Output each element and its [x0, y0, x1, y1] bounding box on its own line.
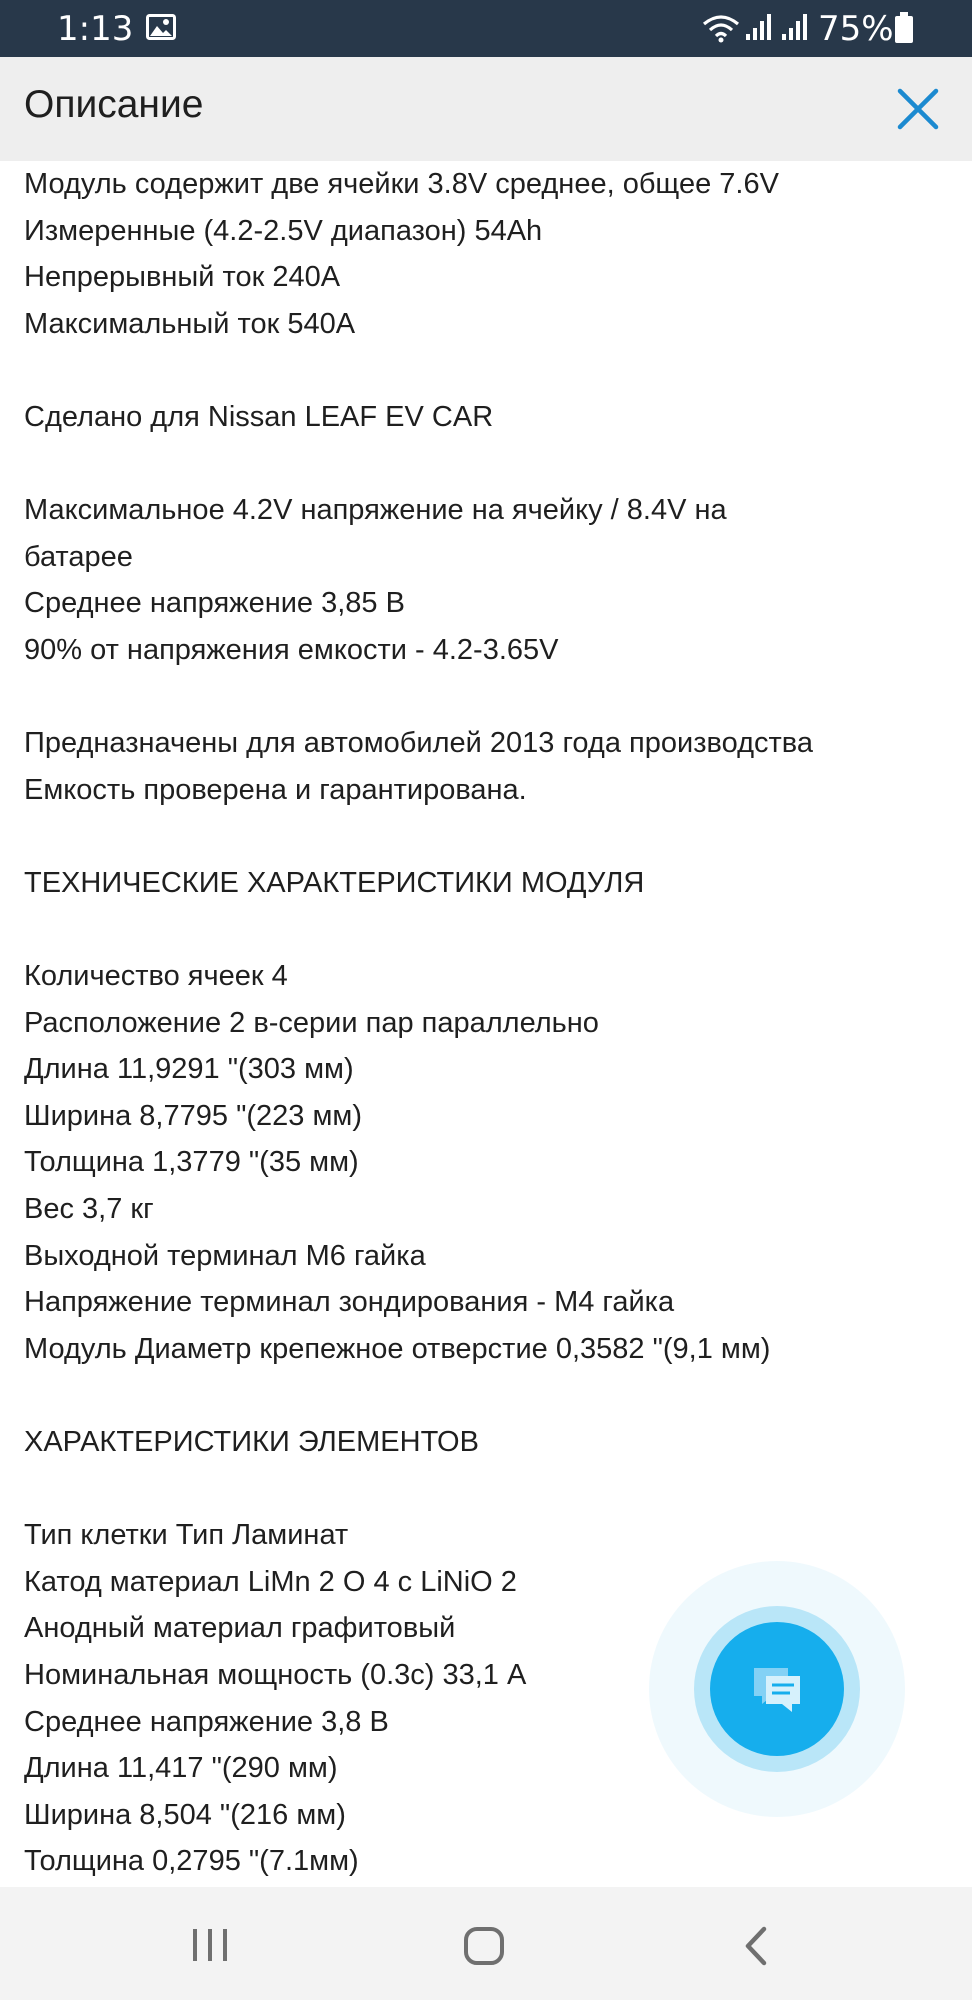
- description-line: Напряжение терминал зондирования - М4 гайка: [24, 1286, 675, 1319]
- description-line: Количество ячеек 4: [24, 960, 288, 993]
- description-line: Толщина 1,3779 "(35 мм): [24, 1146, 359, 1179]
- recents-icon[interactable]: [190, 1927, 230, 1968]
- description-line: Толщина 0,2795 "(7.1мм): [24, 1845, 359, 1878]
- status-bar: [0, 0, 972, 57]
- blank-line: [24, 813, 954, 860]
- description-line: Модуль содержит две ячейки 3.8V среднее, общее 7.6V: [24, 168, 779, 200]
- description-line: Максимальный ток 540A: [24, 307, 356, 340]
- description-line: Емкость проверена и гарантирована.: [24, 773, 527, 806]
- description-line: Выходной терминал М6 гайка: [24, 1239, 426, 1272]
- description-line: Среднее напряжение 3,85 В: [24, 587, 405, 620]
- description-line: Ширина 8,504 "(216 мм): [24, 1798, 346, 1831]
- page-title: Описание: [24, 83, 204, 126]
- description-line: батарее: [24, 540, 133, 573]
- description-line: 90% от напряжения емкости - 4.2-3.65V: [24, 633, 559, 666]
- wifi-icon: [702, 13, 740, 47]
- description-line: Номинальная мощность (0.3с) 33,1 А: [24, 1659, 527, 1691]
- description-line: Вес 3,7 кг: [24, 1193, 154, 1226]
- description-line: Максимальное 4.2V напряжение на ячейку / 8.4V на: [24, 494, 727, 527]
- description-line: Сделано для Nissan LEAF EV CAR: [24, 400, 494, 433]
- blank-line: [24, 441, 954, 488]
- blank-line: [24, 1372, 954, 1419]
- status-time: 1:13: [57, 9, 134, 49]
- description-line: Предназначены для автомобилей 2013 года производства: [24, 727, 813, 760]
- description-line: Катод материал LiMn 2 O 4 с LiNiO 2: [24, 1565, 517, 1598]
- blank-line: [24, 1466, 954, 1513]
- description-line: Тип клетки Тип Ламинат: [24, 1519, 349, 1552]
- blank-line: [24, 674, 954, 721]
- dialog-header: [0, 57, 972, 161]
- description-line: Длина 11,9291 "(303 мм): [24, 1053, 354, 1086]
- battery-icon: [894, 12, 914, 48]
- signal-icon: [780, 12, 810, 46]
- navigation-bar: [0, 1887, 972, 2000]
- battery-percent: 75%: [818, 9, 894, 49]
- gallery-icon: [146, 14, 176, 44]
- blank-line: [24, 907, 954, 954]
- description-line: Анодный материал графитовый: [24, 1612, 456, 1645]
- section-heading: ТЕХНИЧЕСКИЕ ХАРАКТЕРИСТИКИ МОДУЛЯ: [24, 866, 645, 899]
- description-line: Модуль Диаметр крепежное отверстие 0,3582 "(9,1 мм): [24, 1332, 771, 1365]
- description-line: Непрерывный ток 240A: [24, 261, 341, 294]
- chat-button[interactable]: [710, 1622, 844, 1756]
- signal-icon: [744, 12, 774, 46]
- description-line: Расположение 2 в-серии пар параллельно: [24, 1006, 599, 1039]
- blank-line: [24, 347, 954, 394]
- description-line: Среднее напряжение 3,8 В: [24, 1705, 389, 1738]
- chat-icon: [748, 1660, 806, 1718]
- back-icon[interactable]: [742, 1925, 770, 1972]
- home-icon[interactable]: [462, 1925, 506, 1972]
- description-line: Длина 11,417 "(290 мм): [24, 1752, 338, 1785]
- close-button[interactable]: [892, 83, 944, 135]
- description-line: Измеренные (4.2-2.5V диапазон) 54Ah: [24, 214, 543, 247]
- section-heading: ХАРАКТЕРИСТИКИ ЭЛЕМЕНТОВ: [24, 1426, 479, 1459]
- close-icon: [892, 83, 944, 135]
- description-line: Ширина 8,7795 "(223 мм): [24, 1099, 362, 1132]
